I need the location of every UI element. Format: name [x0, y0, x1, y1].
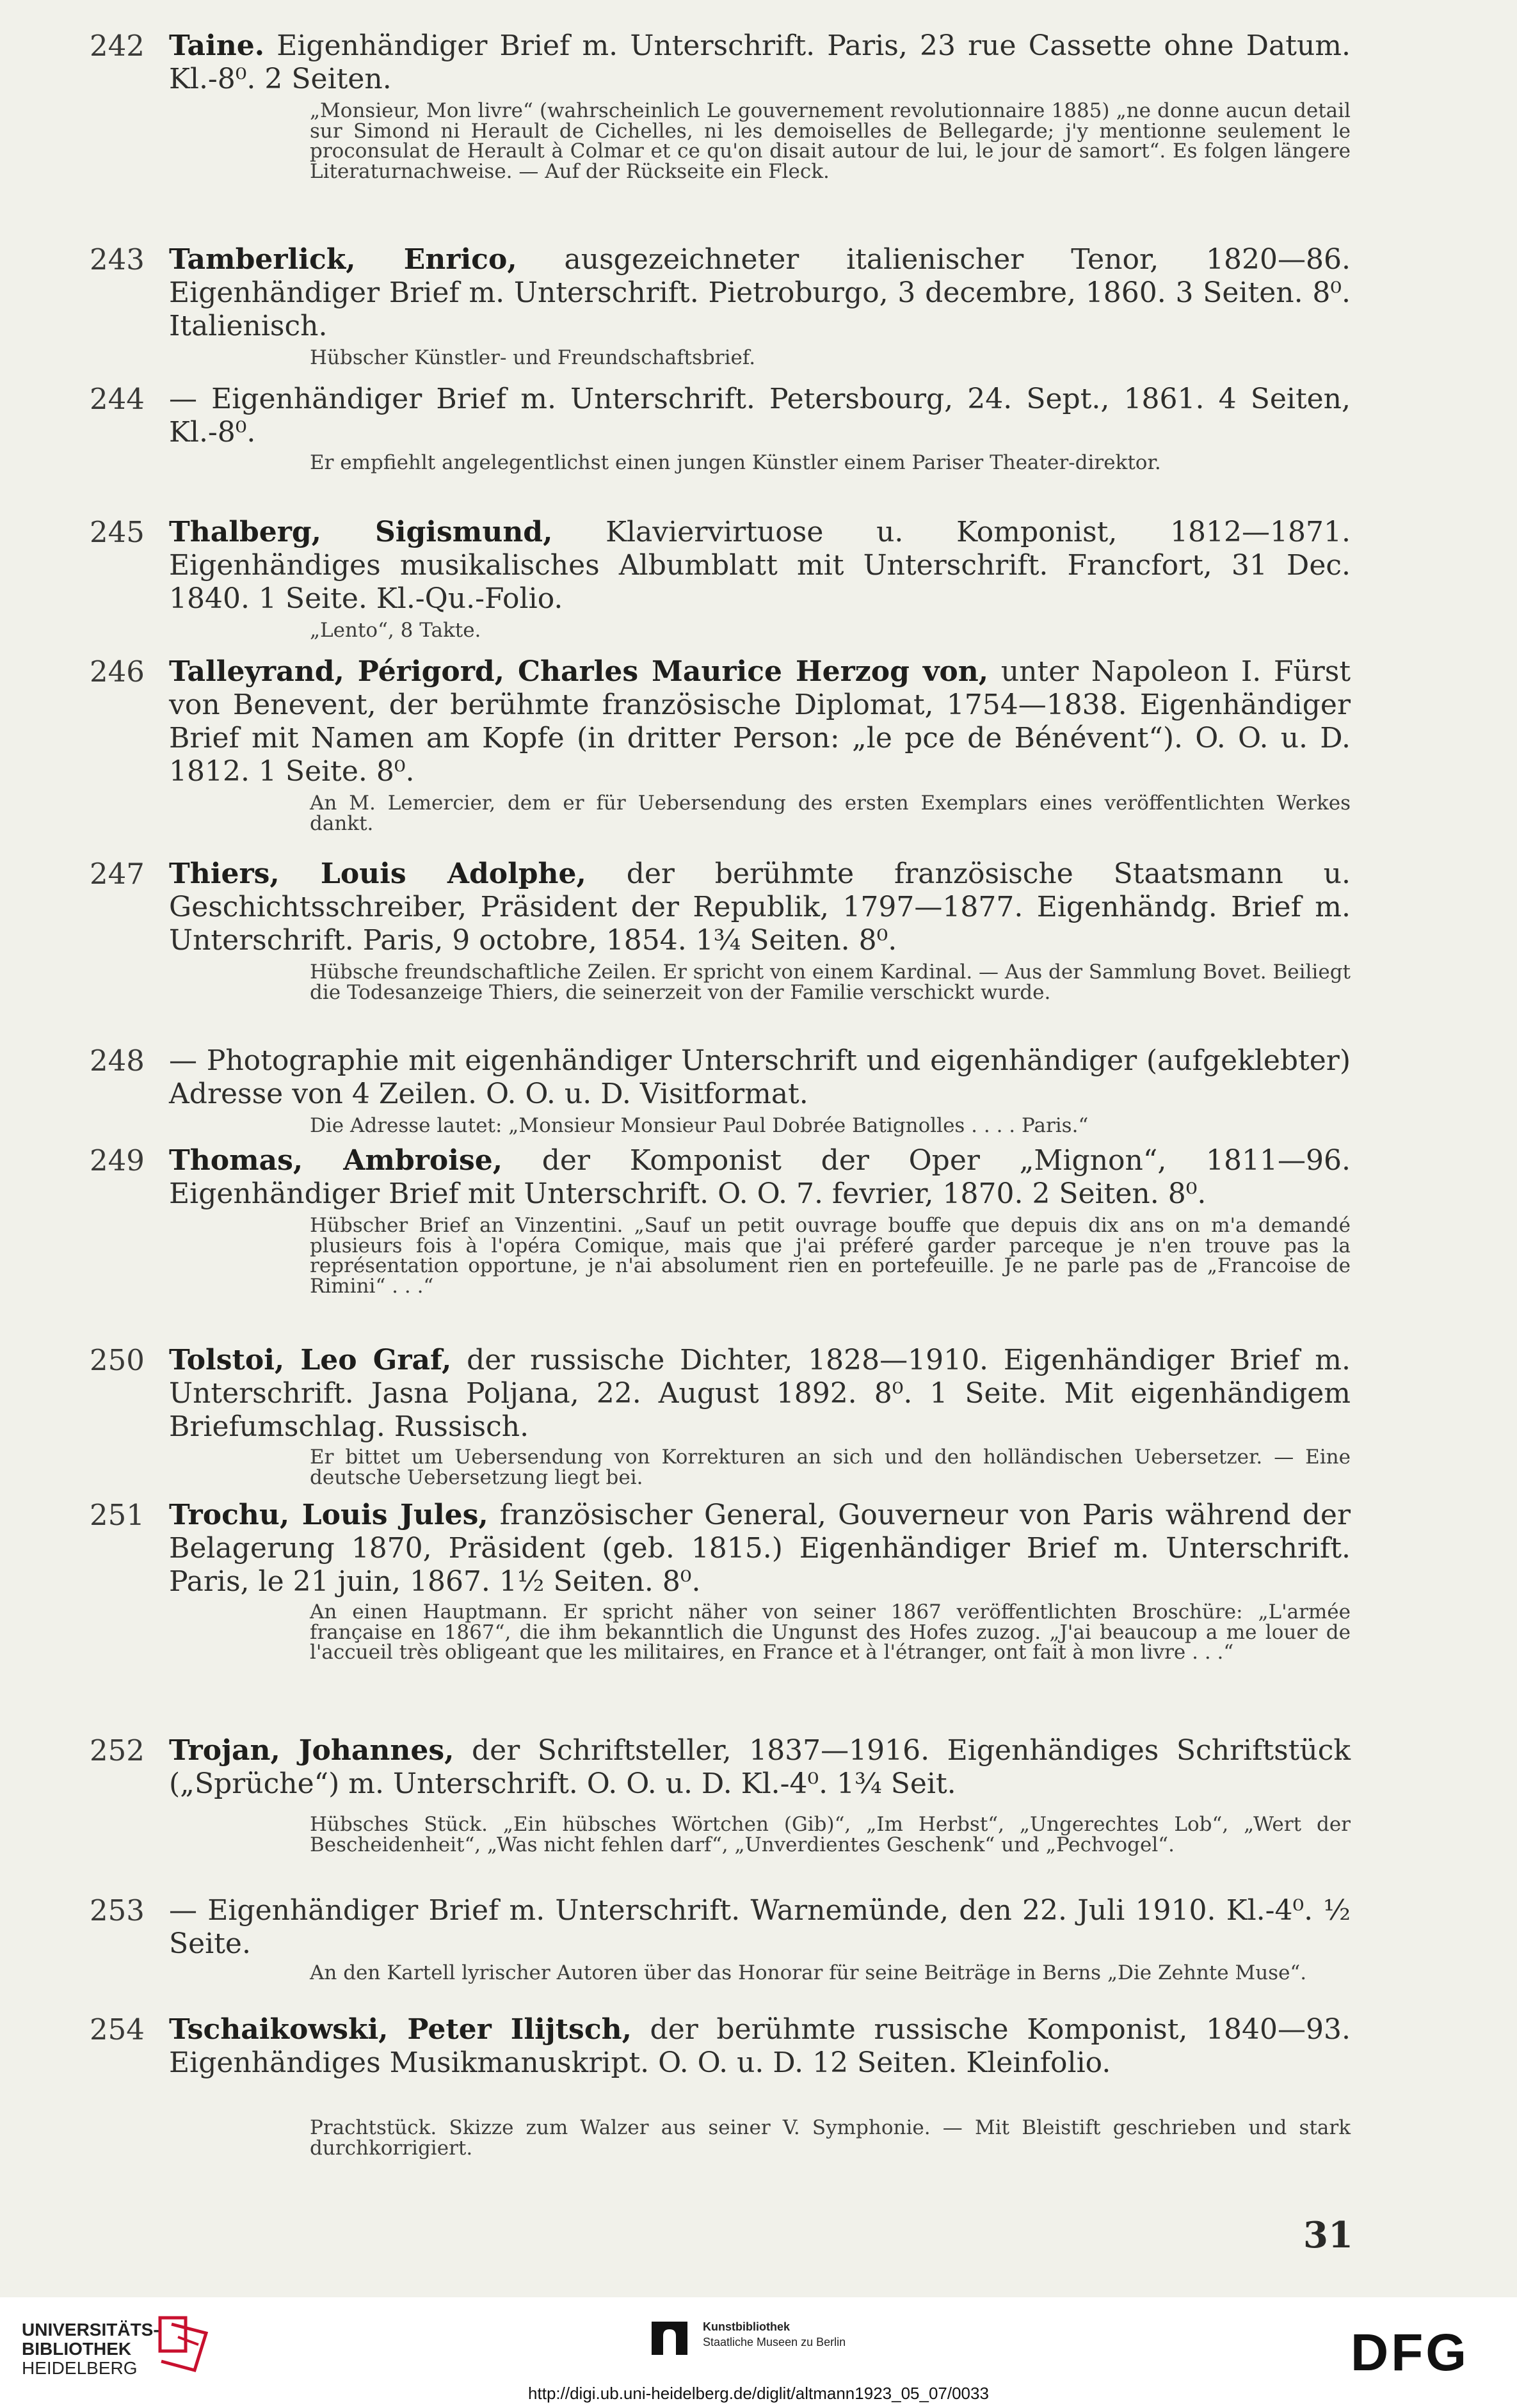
entry-number: 253: [90, 1894, 145, 1927]
entry-number: 252: [90, 1734, 145, 1767]
source-url[interactable]: http://digi.ub.uni-heidelberg.de/diglit/altmann1923_05_07/0033: [528, 2384, 989, 2403]
ub-label-line: UNIVERSITÄTS-: [22, 2320, 159, 2340]
ub-heidelberg-label: [22, 2320, 159, 2378]
entry-note: An einen Hauptmann. Er spricht näher von seiner 1867 veröffentlichten Broschüre: „L'armée française en 1867“, die ihm bekanntlich die Ungunst des Hofes zuzog. „J'ai beaucoup a me louer de l'accueil très obligeant que les militaires, en France et à l'étranger, ont fait à mon livre . . .“: [310, 1600, 1351, 1664]
kunstbibliothek-logo-icon: [649, 2316, 694, 2361]
entry-note: Hübscher Brief an Vinzentini. „Sauf un petit ouvrage bouffe que depuis dix ans on m'a demandé plusieurs fois à l'opéra Comique, mais que j'ai préferé garder parceque je n'en trouve pas la représentation opportune, je n'ai absolument rien en portefeuille. Je ne parle pas de „Francoise de Rimini“ . . .“: [310, 1214, 1351, 1298]
entry-description: ausgezeichneter italienischer Tenor, 1820—86. Eigenhändiger Brief m. Unterschrift. Pietroburgo, 3 decembre, 1860. 3 Seiten. 8⁰. Italienisch.: [169, 243, 1351, 342]
entry-number: 242: [90, 29, 145, 63]
entry-note: Die Adresse lautet: „Monsieur Monsieur Paul Dobrée Batignolles . . . . Paris.“: [310, 1114, 1089, 1137]
entry-name: Thomas, Ambroise,: [169, 1144, 503, 1177]
entry-number: 245: [90, 515, 145, 549]
entry-note: Hübsche freundschaftliche Zeilen. Er spricht von einem Kardinal. — Aus der Sammlung Bovet. Beiliegt die Todesanzeige Thiers, die seinerzeit von der Familie verschickt wurde.: [310, 961, 1351, 1004]
entry-description: der Schriftsteller, 1837—1916. Eigenhändiges Schriftstück („Sprüche“) m. Unterschrift. O. O. u. D. Kl.-4⁰. 1¾ Seit.: [169, 1734, 1351, 1800]
entry-name: Tamberlick, Enrico,: [169, 243, 517, 276]
entry-text: [169, 1499, 1351, 1599]
entry-text: [169, 2013, 1351, 2080]
entry-number: 254: [90, 2013, 145, 2046]
entry-name: Thiers, Louis Adolphe,: [169, 857, 586, 890]
entry-note: „Lento“, 8 Takte.: [310, 619, 481, 642]
entry-name: Taine.: [169, 29, 265, 62]
entry-text: [169, 655, 1351, 788]
entry-name: Talleyrand, Périgord, Charles Maurice Herzog von,: [169, 655, 989, 688]
entry-description: — Eigenhändiger Brief m. Unterschrift. Warnemünde, den 22. Juli 1910. Kl.-4⁰. ½ Seite.: [169, 1894, 1351, 1960]
entry-note: Prachtstück. Skizze zum Walzer aus seiner V. Symphonie. — Mit Bleistift geschrieben und stark durchkorrigiert.: [310, 2116, 1351, 2160]
entry-description: — Eigenhändiger Brief m. Unterschrift. Petersbourg, 24. Sept., 1861. 4 Seiten, Kl.-8⁰.: [169, 383, 1351, 449]
ub-label-line: BIBLIOTHEK: [22, 2339, 132, 2359]
entry-description: der berühmte russische Komponist, 1840—93. Eigenhändiges Musikmanuskript. O. O. u. D. 12 Seiten. Kleinfolio.: [169, 2013, 1351, 2079]
kb-title: Kunstbibliothek: [703, 2320, 790, 2333]
entry-name: Trojan, Johannes,: [169, 1734, 454, 1767]
entry-name: Tschaikowski, Peter Ilijtsch,: [169, 2013, 632, 2046]
entry-name: Tolstoi, Leo Graf,: [169, 1344, 452, 1376]
entry-text: [169, 516, 1351, 616]
entry-description: Klaviervirtuose u. Komponist, 1812—1871. Eigenhändiges musikalisches Albumblatt mit Unterschrift. Francfort, 31 Dec. 1840. 1 Seite. Kl.-Qu.-Folio.: [169, 516, 1351, 615]
entry-name: Trochu, Louis Jules,: [169, 1499, 488, 1531]
entry-number: 246: [90, 655, 145, 689]
entry-description: der russische Dichter, 1828—1910. Eigenhändiger Brief m. Unterschrift. Jasna Poljana, 22. August 1892. 8⁰. 1 Seite. Mit eigenhändigem Briefumschlag. Russisch.: [169, 1344, 1351, 1443]
entry-text: [169, 243, 1351, 343]
page-number: 31: [1303, 2214, 1353, 2256]
entry-number: 248: [90, 1044, 145, 1078]
entry-description: der Komponist der Oper „Mignon“, 1811—96. Eigenhändiger Brief mit Unterschrift. O. O. 7. fevrier, 1870. 2 Seiten. 8⁰.: [169, 1144, 1351, 1210]
entry-note: Er empfiehlt angelegentlichst einen jungen Künstler einem Pariser Theater-direktor.: [310, 451, 1161, 474]
digitization-footer: [0, 2297, 1517, 2408]
entry-number: 243: [90, 243, 145, 276]
entry-name: Thalberg, Sigismund,: [169, 516, 553, 548]
entry-note: Hübscher Künstler- und Freundschaftsbrief.: [310, 346, 756, 369]
kb-subtitle: Staatliche Museen zu Berlin: [703, 2336, 846, 2348]
entry-text: [169, 1344, 1351, 1444]
entry-note: An M. Lemercier, dem er für Uebersendung des ersten Exemplars eines veröffentlichten Werkes dankt.: [310, 792, 1351, 835]
entry-number: 250: [90, 1343, 145, 1377]
entry-number: 247: [90, 857, 145, 891]
entry-note: An den Kartell lyrischer Autoren über das Honorar für seine Beiträge in Berns „Die Zehnte Muse“.: [310, 1961, 1307, 1984]
entry-description: französischer General, Gouverneur von Paris während der Belagerung 1870, Präsident (geb. 1815.) Eigenhändiger Brief m. Unterschrift. Paris, le 21 juin, 1867. 1½ Seiten. 8⁰.: [169, 1499, 1351, 1598]
entry-description: — Photographie mit eigenhändiger Unterschrift und eigenhändiger (aufgeklebter) Adresse von 4 Zeilen. O. O. u. D. Visitformat.: [169, 1044, 1351, 1110]
entry-text: [169, 1144, 1351, 1211]
entry-description: unter Napoleon I. Fürst von Benevent, der berühmte französische Diplomat, 1754—1838. Eigenhändiger Brief mit Namen am Kopfe (in dritter Person: „le pce de Bénévent“). O. O. u. D. 1812. 1 Seite. 8⁰.: [169, 655, 1351, 788]
kunstbibliothek-label: [703, 2319, 846, 2350]
entry-text: [169, 1894, 1351, 1961]
entry-text: [169, 857, 1351, 957]
entry-description: Eigenhändiger Brief m. Unterschrift. Paris, 23 rue Cassette ohne Datum. Kl.-8⁰. 2 Seiten.: [169, 29, 1351, 95]
entry-note: „Monsieur, Mon livre“ (wahrscheinlich Le gouvernement revolutionnaire 1885) „ne donne aucun detail sur Simond ni Herault de Cichelles, ni les demoiselles de Bellegarde; j'y mentionne seulement le proconsulat de Herault à Colmar et ce qu'on disait autour de lui, le jour de samort“. Es folgen längere Literaturnachweise. — Auf der Rückseite ein Fleck.: [310, 99, 1351, 183]
entry-description: der berühmte französische Staatsmann u. Geschichtsschreiber, Präsident der Republik, 1797—1877. Eigenhändg. Brief m. Unterschrift. Paris, 9 octobre, 1854. 1¾ Seiten. 8⁰.: [169, 857, 1351, 957]
entry-text: [169, 1044, 1351, 1111]
ub-heidelberg-logo-icon: [152, 2311, 214, 2375]
entry-note: Hübsches Stück. „Ein hübsches Wörtchen (Gib)“, „Im Herbst“, „Ungerechtes Lob“, „Wert der Bescheidenheit“, „Was nicht fehlen darf“, „Unverdientes Geschenk“ und „Pechvogel“.: [310, 1813, 1351, 1856]
entry-note: Er bittet um Uebersendung von Korrekturen an sich und den holländischen Uebersetzer. — Eine deutsche Uebersetzung liegt bei.: [310, 1446, 1351, 1489]
entry-text: [169, 29, 1351, 96]
ub-label-line: HEIDELBERG: [22, 2358, 138, 2378]
dfg-logo: DFG: [1351, 2324, 1470, 2382]
entry-text: [169, 383, 1351, 449]
entry-text: [169, 1734, 1351, 1801]
entry-number: 251: [90, 1498, 145, 1532]
entry-number: 249: [90, 1144, 145, 1177]
entry-number: 244: [90, 382, 145, 416]
